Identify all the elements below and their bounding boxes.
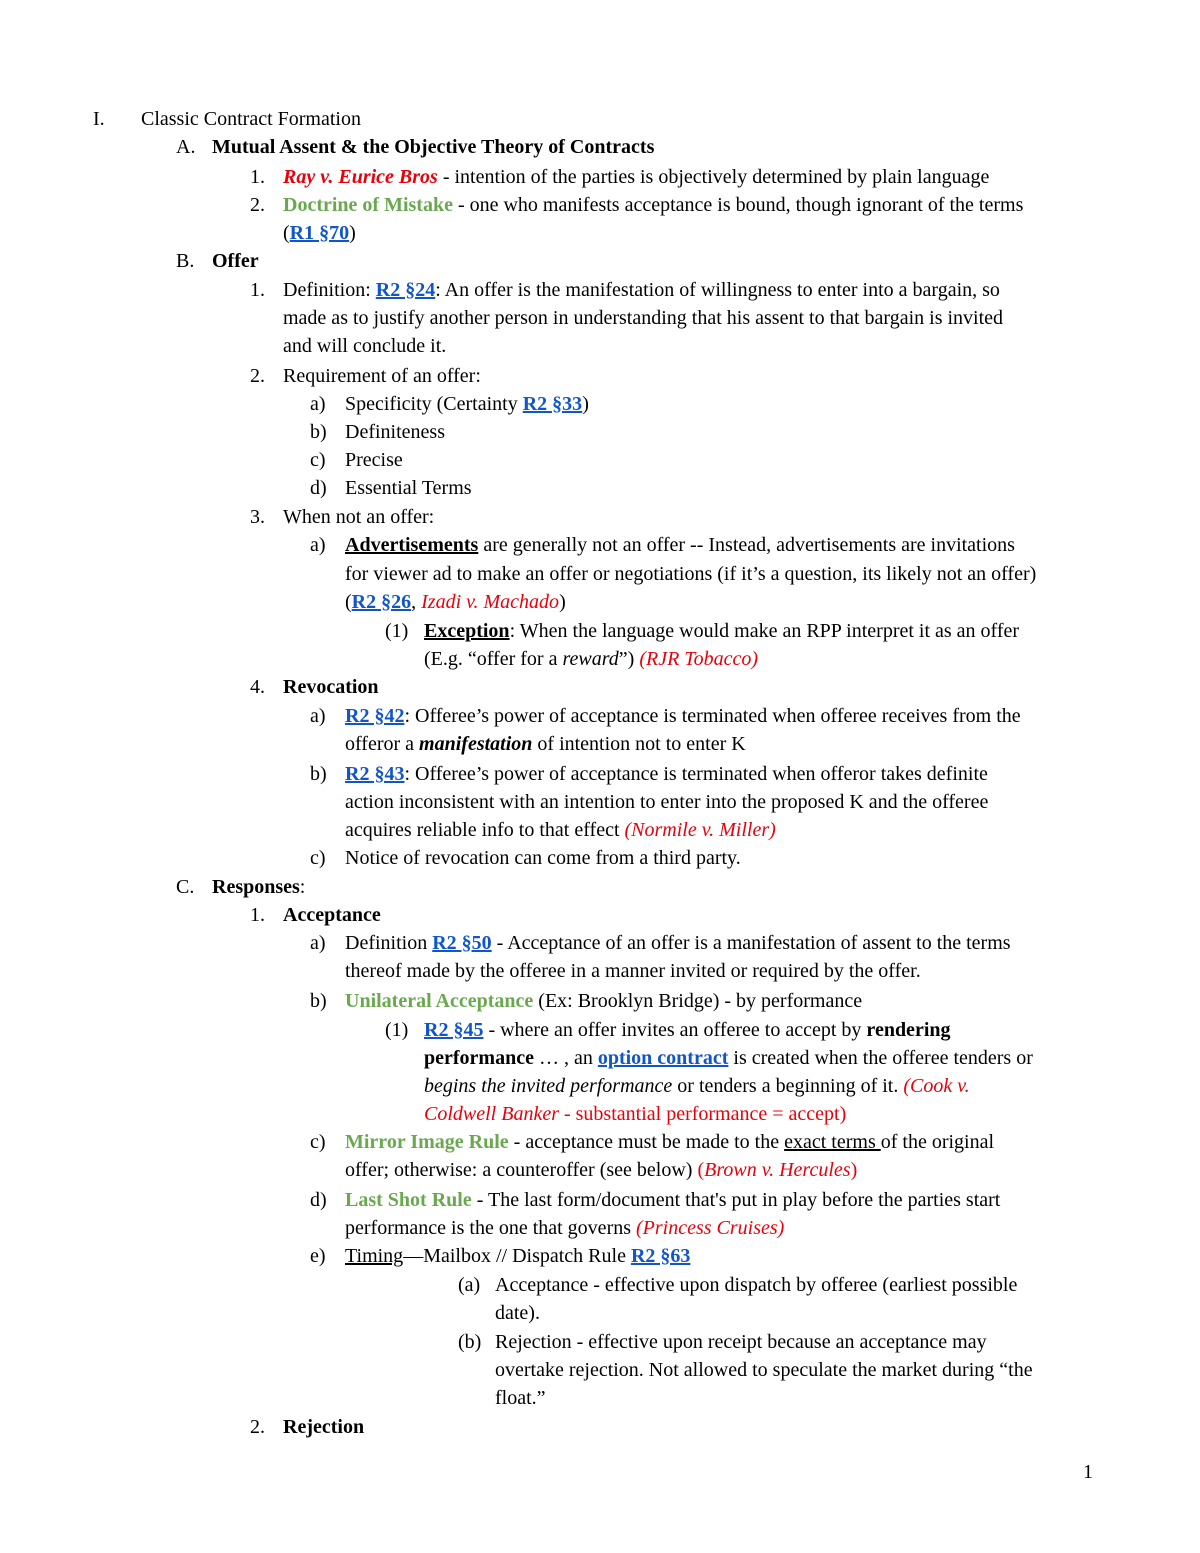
- subsection-heading: Responses:: [212, 876, 306, 898]
- outline-marker: b): [310, 763, 327, 785]
- list-item-continuation: made as to justify another person in understanding that his assent to that bargain is invited: [283, 307, 1004, 329]
- list-item: Specificity (Certainty R2 §33): [345, 393, 589, 415]
- list-item: R2 §43: Offeree’s power of acceptance is terminated when offeror takes definite: [345, 763, 988, 785]
- doctrine-term: Unilateral Acceptance: [345, 990, 534, 1012]
- section-heading: Classic Contract Formation: [141, 108, 361, 130]
- restatement-link[interactable]: R2 §43: [345, 763, 405, 785]
- list-item-continuation: action inconsistent with an intention to enter into the proposed K and the offeree: [345, 791, 989, 813]
- list-item: Notice of revocation can come from a third party.: [345, 847, 741, 869]
- list-item-continuation: and will conclude it.: [283, 335, 447, 357]
- restatement-link[interactable]: R2 §45: [424, 1019, 484, 1041]
- outline-marker: A.: [176, 136, 196, 158]
- list-item-continuation: float.”: [495, 1387, 546, 1409]
- restatement-link[interactable]: R2 §24: [375, 279, 436, 301]
- subsection-heading: Mutual Assent & the Objective Theory of Contracts: [212, 136, 655, 158]
- outline-marker: a): [310, 534, 326, 556]
- list-item: Unilateral Acceptance (Ex: Brooklyn Bridge) - by performance: [345, 990, 863, 1012]
- outline-marker: 2.: [250, 194, 265, 216]
- list-item-continuation: (R1 §70): [283, 222, 356, 244]
- restatement-link[interactable]: R2 §33: [522, 393, 583, 415]
- outline-marker: C.: [176, 876, 195, 898]
- list-item-continuation: overtake rejection. Not allowed to speculate the market during “the: [495, 1359, 1033, 1381]
- outline-marker: 4.: [250, 676, 265, 698]
- list-item-continuation: acquires reliable info to that effect (Normile v. Miller): [345, 819, 776, 841]
- list-item: When not an offer:: [283, 506, 435, 528]
- list-item: Revocation: [283, 676, 379, 698]
- outline-marker: d): [310, 477, 327, 499]
- case-name: (Normile v. Miller): [624, 819, 776, 841]
- list-item: Definition: R2 §24: An offer is the manifestation of willingness to enter into a bargain, so: [283, 279, 1000, 301]
- subsection-heading: Offer: [212, 250, 259, 272]
- list-item-continuation: thereof made by the offeree in a manner invited or required by the offer.: [345, 960, 921, 982]
- list-item-continuation: (R2 §26, Izadi v. Machado): [345, 591, 566, 613]
- list-item: Precise: [345, 449, 403, 471]
- list-item-continuation: begins the invited performance or tenders a beginning of it. (Cook v.: [424, 1075, 970, 1097]
- list-item: Exception: When the language would make an RPP interpret it as an offer: [424, 620, 1020, 642]
- list-item: Rejection: [283, 1416, 365, 1438]
- list-item: Definiteness: [345, 421, 445, 443]
- outline-marker: 1.: [250, 904, 265, 926]
- restatement-link[interactable]: R1 §70: [289, 222, 350, 244]
- list-item-continuation: for viewer ad to make an offer or negotiations (if it’s a question, its likely not an offer): [345, 563, 1037, 585]
- list-item: Mirror Image Rule - acceptance must be made to the exact terms of the original: [345, 1131, 995, 1153]
- outline-marker: a): [310, 393, 326, 415]
- outline-marker: c): [310, 847, 326, 869]
- case-name: (RJR Tobacco): [639, 648, 758, 670]
- outline-marker: e): [310, 1245, 326, 1267]
- list-item: Advertisements are generally not an offer -- Instead, advertisements are invitations: [345, 534, 1015, 556]
- list-item-continuation: performance … , an option contract is created when the offeree tenders or: [424, 1047, 1033, 1069]
- outline-marker: B.: [176, 250, 195, 272]
- case-name: Brown v. Hercules: [704, 1159, 851, 1181]
- list-item: Requirement of an offer:: [283, 365, 481, 387]
- list-item-continuation: offer; otherwise: a counteroffer (see below) (Brown v. Hercules): [345, 1159, 858, 1181]
- list-item: Timing—Mailbox // Dispatch Rule R2 §63: [345, 1245, 691, 1267]
- outline-marker: d): [310, 1189, 327, 1211]
- outline-marker: (b): [458, 1331, 482, 1353]
- list-item: Ray v. Eurice Bros - intention of the parties is objectively determined by plain language: [283, 166, 990, 188]
- restatement-link[interactable]: R2 §42: [345, 705, 405, 727]
- outline-marker: 3.: [250, 506, 265, 528]
- doctrine-term: Mirror Image Rule: [345, 1131, 509, 1153]
- case-name: (Cook v.: [903, 1075, 970, 1097]
- list-item: Essential Terms: [345, 477, 472, 499]
- list-item-continuation: date).: [495, 1302, 540, 1324]
- case-name: Coldwell Banker - substantial performance = accept): [424, 1103, 847, 1125]
- restatement-link[interactable]: R2 §63: [630, 1245, 691, 1267]
- outline-marker: (1): [385, 620, 409, 642]
- key-term: Advertisements: [345, 534, 479, 556]
- outline-marker: (a): [458, 1274, 481, 1296]
- outline-marker: 2.: [250, 1416, 265, 1438]
- list-item: Last Shot Rule - The last form/document that's put in play before the parties start: [345, 1189, 1001, 1211]
- case-name: Izadi v. Machado: [421, 591, 560, 613]
- list-item: Doctrine of Mistake - one who manifests acceptance is bound, though ignorant of the terms: [283, 194, 1024, 216]
- outline-marker: 2.: [250, 365, 265, 387]
- outline-marker: a): [310, 932, 326, 954]
- outline-marker: c): [310, 449, 326, 471]
- outline-marker: c): [310, 1131, 326, 1153]
- outline-marker: 1.: [250, 279, 265, 301]
- restatement-link[interactable]: R2 §50: [432, 932, 492, 954]
- key-term: manifestation: [419, 733, 533, 755]
- doctrine-term: Last Shot Rule: [345, 1189, 472, 1211]
- list-item: R2 §42: Offeree’s power of acceptance is terminated when offeree receives from the: [345, 705, 1021, 727]
- outline-marker: 1.: [250, 166, 265, 188]
- case-name: (Princess Cruises): [636, 1217, 785, 1239]
- outline-marker: a): [310, 705, 326, 727]
- list-item: Acceptance - effective upon dispatch by offeree (earliest possible: [495, 1274, 1018, 1296]
- list-item-continuation: offeror a manifestation of intention not to enter K: [345, 733, 746, 755]
- restatement-link[interactable]: R2 §26: [351, 591, 412, 613]
- list-item: Rejection - effective upon receipt because an acceptance may: [495, 1331, 987, 1353]
- page-number: 1: [1083, 1461, 1093, 1483]
- outline-marker: I.: [93, 108, 105, 130]
- case-name: Ray v. Eurice Bros: [283, 166, 438, 188]
- outline-marker: (1): [385, 1019, 409, 1041]
- list-item-continuation: performance is the one that governs (Princess Cruises): [345, 1217, 785, 1239]
- list-item: Acceptance: [283, 904, 381, 926]
- list-item: R2 §45 - where an offer invites an offeree to accept by rendering: [424, 1019, 951, 1041]
- key-term: Timing: [345, 1245, 404, 1267]
- key-term: Exception: [424, 620, 510, 642]
- option-contract-link[interactable]: option contract: [597, 1047, 729, 1069]
- list-item-continuation: (E.g. “offer for a reward”) (RJR Tobacco): [424, 648, 758, 670]
- outline-marker: b): [310, 421, 327, 443]
- outline-marker: b): [310, 990, 327, 1012]
- doctrine-term: Doctrine of Mistake: [283, 194, 453, 216]
- list-item: Definition R2 §50 - Acceptance of an offer is a manifestation of assent to the terms: [345, 932, 1011, 954]
